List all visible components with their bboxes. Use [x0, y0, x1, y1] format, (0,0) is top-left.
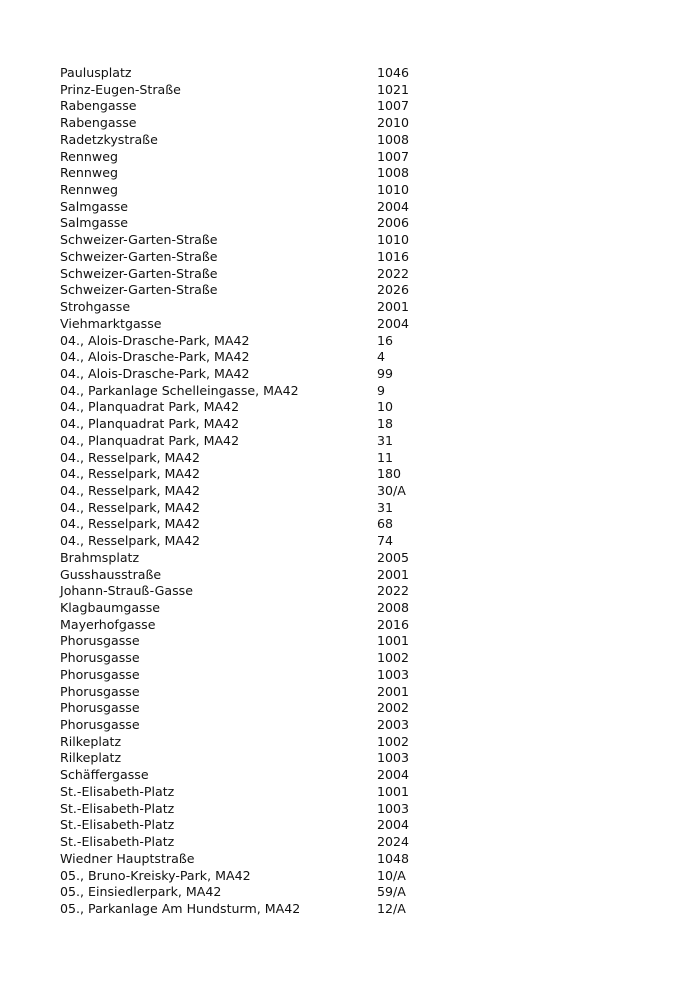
- entry-number: 1001: [377, 783, 410, 799]
- street-name: Gusshausstraße: [60, 566, 162, 582]
- street-name: Rennweg: [60, 165, 118, 181]
- list-item: [60, 65, 460, 82]
- list-item: [60, 98, 460, 115]
- entry-number: 1003: [377, 800, 410, 816]
- street-name: 04., Alois-Drasche-Park, MA42: [60, 349, 250, 365]
- list-item: [60, 450, 460, 467]
- street-name: 05., Parkanlage Am Hundsturm, MA42: [60, 900, 301, 916]
- entry-number: 2022: [377, 583, 410, 599]
- list-item: [60, 299, 460, 316]
- street-name: Wiedner Hauptstraße: [60, 850, 195, 866]
- street-name: Phorusgasse: [60, 633, 140, 649]
- entry-number: 1008: [377, 131, 410, 147]
- street-name: 04., Planquadrat Park, MA42: [60, 416, 240, 432]
- street-name: Schweizer-Garten-Straße: [60, 265, 218, 281]
- street-name: 04., Resselpark, MA42: [60, 466, 201, 482]
- list-item: [60, 483, 460, 500]
- list-item: [60, 717, 460, 734]
- list-item: [60, 215, 460, 232]
- entry-number: 1002: [377, 733, 410, 749]
- entry-number: 1010: [377, 182, 410, 198]
- list-item: [60, 149, 460, 166]
- entry-number: 180: [377, 466, 402, 482]
- list-item: [60, 249, 460, 266]
- list-item: [60, 232, 460, 249]
- street-name: Phorusgasse: [60, 700, 140, 716]
- entry-number: 1007: [377, 148, 410, 164]
- street-name: St.-Elisabeth-Platz: [60, 817, 175, 833]
- entry-number: 31: [377, 499, 394, 515]
- entry-number: 1002: [377, 650, 410, 666]
- street-name: Viehmarktgasse: [60, 315, 162, 331]
- street-name: Klagbaumgasse: [60, 600, 161, 615]
- street-name: 04., Resselpark, MA42: [60, 516, 201, 532]
- list-item: [60, 817, 460, 834]
- list-item: [60, 282, 460, 299]
- street-name: Salmgasse: [60, 215, 129, 231]
- list-item: [60, 266, 460, 283]
- list-item: [60, 617, 460, 634]
- list-item: [60, 199, 460, 216]
- entry-number: 2008: [377, 600, 410, 615]
- list-item: [60, 834, 460, 851]
- list-item: [60, 416, 460, 433]
- list-item: [60, 650, 460, 667]
- entry-number: 2003: [377, 717, 410, 733]
- street-name: 04., Resselpark, MA42: [60, 533, 201, 549]
- street-name: St.-Elisabeth-Platz: [60, 800, 175, 816]
- street-name: Johann-Strauß-Gasse: [60, 583, 193, 599]
- entry-number: 2004: [377, 315, 410, 331]
- entry-number: 2001: [377, 683, 410, 699]
- entry-number: 1001: [377, 633, 410, 649]
- street-name: Brahmsplatz: [60, 549, 140, 565]
- street-name: St.-Elisabeth-Platz: [60, 783, 175, 799]
- entry-number: 10: [377, 399, 394, 415]
- entry-number: 1010: [377, 232, 410, 248]
- list-item: [60, 333, 460, 350]
- street-name: Phorusgasse: [60, 650, 140, 666]
- list-item: [60, 399, 460, 416]
- list-item: [60, 182, 460, 199]
- entry-number: 2004: [377, 198, 410, 214]
- list-item: [60, 884, 460, 901]
- list-item: [60, 165, 460, 182]
- entry-number: 18: [377, 416, 394, 432]
- entry-number: 2010: [377, 115, 410, 131]
- entry-number: 99: [377, 365, 394, 381]
- address-list: [60, 65, 460, 918]
- street-name: Rennweg: [60, 182, 118, 198]
- entry-number: 16: [377, 332, 394, 348]
- entry-number: 1016: [377, 248, 410, 264]
- entry-number: 2022: [377, 265, 410, 281]
- street-name: Rilkeplatz: [60, 733, 122, 749]
- entry-number: 4: [377, 349, 386, 365]
- list-item: [60, 734, 460, 751]
- street-name: 04., Planquadrat Park, MA42: [60, 432, 240, 448]
- street-name: Phorusgasse: [60, 717, 140, 733]
- street-name: Rabengasse: [60, 115, 137, 131]
- list-item: [60, 366, 460, 383]
- list-item: [60, 82, 460, 99]
- list-item: [60, 901, 460, 918]
- street-name: Phorusgasse: [60, 666, 140, 682]
- list-item: [60, 767, 460, 784]
- street-name: 04., Alois-Drasche-Park, MA42: [60, 332, 250, 348]
- entry-number: 68: [377, 516, 394, 532]
- entry-number: 2004: [377, 767, 410, 783]
- list-item: [60, 567, 460, 584]
- list-item: [60, 633, 460, 650]
- list-item: [60, 851, 460, 868]
- list-item: [60, 750, 460, 767]
- street-name: Radetzkystraße: [60, 131, 158, 147]
- list-item: [60, 500, 460, 517]
- entry-number: 1003: [377, 750, 410, 766]
- street-name: Rabengasse: [60, 98, 137, 114]
- entry-number: 31: [377, 432, 394, 448]
- entry-number: 1007: [377, 98, 410, 114]
- entry-number: 11: [377, 449, 394, 465]
- entry-number: 10/A: [377, 867, 406, 883]
- street-name: Schäffergasse: [60, 767, 149, 783]
- list-item: [60, 533, 460, 550]
- street-name: 04., Alois-Drasche-Park, MA42: [60, 365, 250, 381]
- street-name: St.-Elisabeth-Platz: [60, 834, 175, 850]
- list-item: [60, 583, 460, 600]
- entry-number: 1003: [377, 666, 410, 682]
- street-name: Schweizer-Garten-Straße: [60, 232, 218, 248]
- entry-number: 1048: [377, 850, 410, 866]
- entry-number: 30/A: [377, 482, 406, 498]
- street-name: 04., Resselpark, MA42: [60, 482, 201, 498]
- street-name: 05., Bruno-Kreisky-Park, MA42: [60, 867, 251, 883]
- entry-number: 2005: [377, 549, 410, 565]
- list-item: [60, 700, 460, 717]
- entry-number: 1046: [377, 65, 410, 80]
- street-name: 04., Planquadrat Park, MA42: [60, 399, 240, 415]
- street-name: Schweizer-Garten-Straße: [60, 282, 218, 298]
- entry-number: 2002: [377, 700, 410, 716]
- street-name: 04., Resselpark, MA42: [60, 499, 201, 515]
- entry-number: 59/A: [377, 884, 406, 900]
- list-item: [60, 466, 460, 483]
- entry-number: 2001: [377, 566, 410, 582]
- list-item: [60, 801, 460, 818]
- street-name: 05., Einsiedlerpark, MA42: [60, 884, 222, 900]
- street-name: Prinz-Eugen-Straße: [60, 81, 181, 97]
- list-item: [60, 516, 460, 533]
- entry-number: 2001: [377, 299, 410, 315]
- street-name: Phorusgasse: [60, 683, 140, 699]
- list-item: [60, 383, 460, 400]
- list-item: [60, 550, 460, 567]
- list-item: [60, 784, 460, 801]
- entry-number: 12/A: [377, 900, 406, 916]
- street-name: Mayerhofgasse: [60, 616, 156, 632]
- entry-number: 2024: [377, 834, 410, 850]
- street-name: 04., Parkanlage Schelleingasse, MA42: [60, 382, 299, 398]
- list-item: [60, 600, 460, 617]
- list-item: [60, 316, 460, 333]
- entry-number: 1021: [377, 81, 410, 97]
- entry-number: 1008: [377, 165, 410, 181]
- street-name: Rennweg: [60, 148, 118, 164]
- entry-number: 2026: [377, 282, 410, 298]
- street-name: Schweizer-Garten-Straße: [60, 248, 218, 264]
- entry-number: 74: [377, 533, 394, 549]
- list-item: [60, 684, 460, 701]
- street-name: Rilkeplatz: [60, 750, 122, 766]
- entry-number: 2004: [377, 817, 410, 833]
- list-item: [60, 349, 460, 366]
- street-name: 04., Resselpark, MA42: [60, 449, 201, 465]
- list-item: [60, 132, 460, 149]
- entry-number: 2006: [377, 215, 410, 231]
- list-item: [60, 868, 460, 885]
- entry-number: 2016: [377, 616, 410, 632]
- list-item: [60, 433, 460, 450]
- entry-number: 9: [377, 382, 386, 398]
- street-name: Paulusplatz: [60, 65, 132, 80]
- list-item: [60, 115, 460, 132]
- list-item: [60, 667, 460, 684]
- street-name: Strohgasse: [60, 299, 131, 315]
- street-name: Salmgasse: [60, 198, 129, 214]
